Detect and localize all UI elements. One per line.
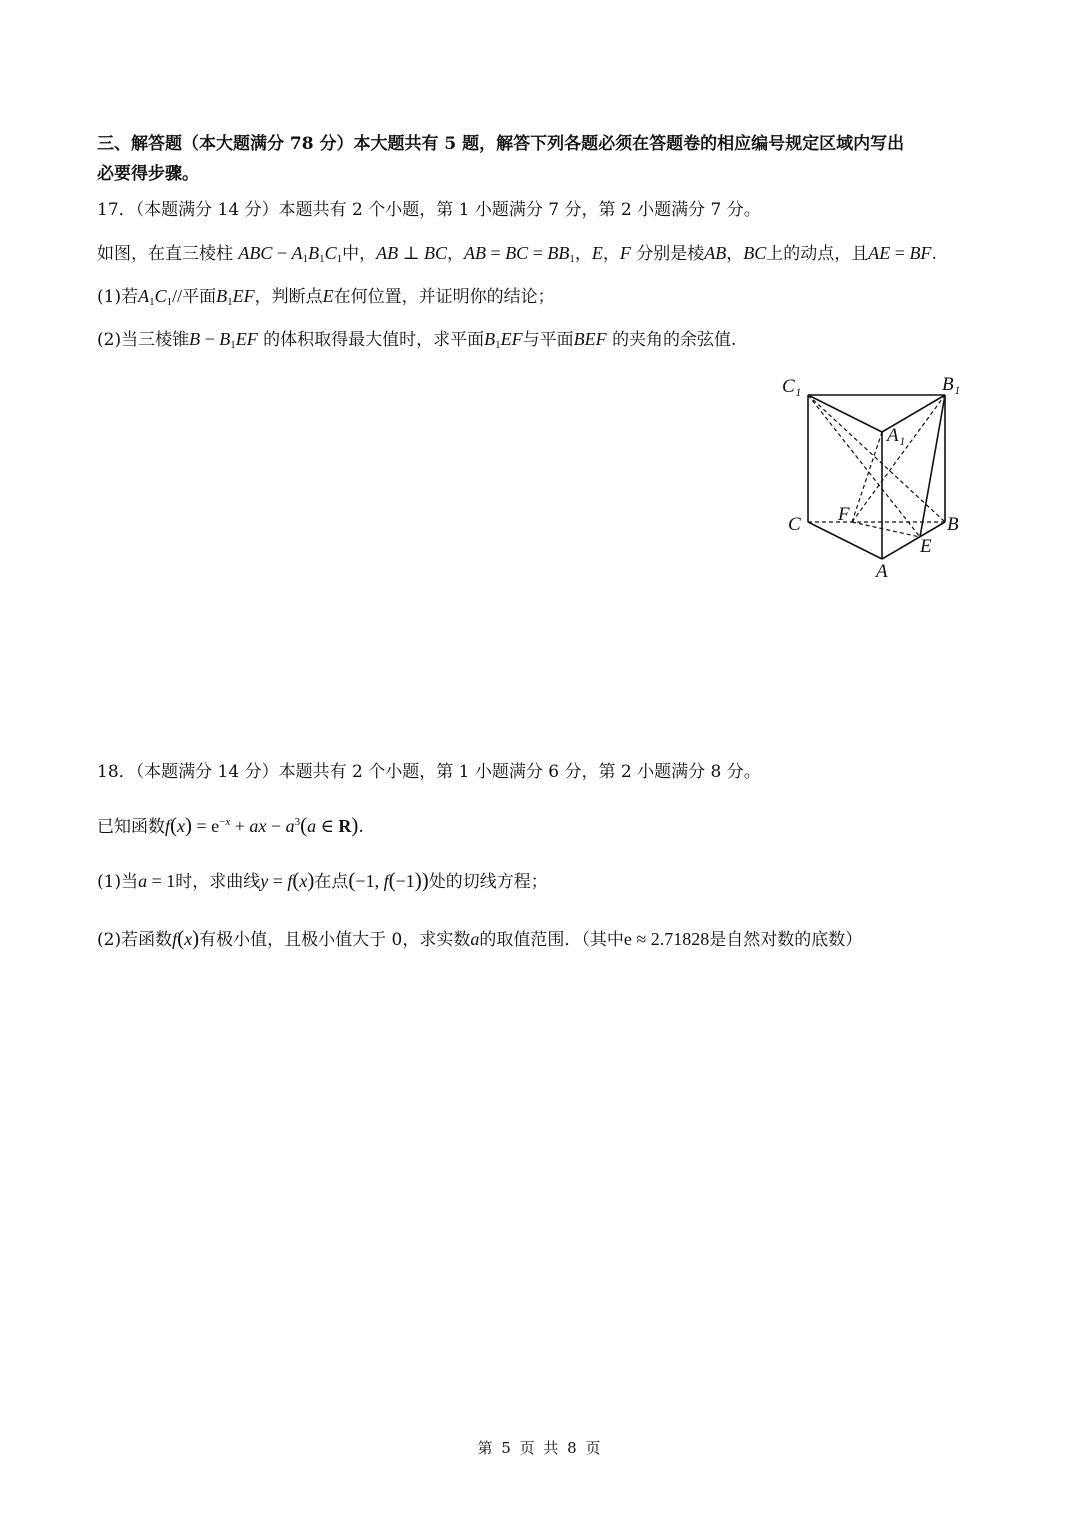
dashed-c1-e: [808, 395, 920, 537]
q17-intro: 如图，在直三棱柱 ABC − $A_1B_1C_1$中，AB ⊥ BC，AB = BC = $BB_1$，E，F 分别是棱AB，BC上的动点，且AE = BF.: [97, 243, 937, 265]
page-footer: 第 5 页 共 8 页: [477, 1439, 603, 1457]
label-f: F: [838, 504, 850, 525]
label-e: E: [920, 536, 932, 557]
q18-header: 18．（本题满分 14 分）本题共有 2 个小题，第 1 小题满分 6 分，第 2 小题满分 8 分。: [97, 762, 761, 782]
section-heading-line2: 必要得步骤。: [97, 164, 199, 184]
q18-part1: (1)当a = 1时，求曲线y = f(x)在点(−1, f(−1))处的切线方程；: [97, 868, 548, 892]
prism-figure: [770, 365, 980, 585]
label-a: A: [876, 561, 888, 582]
label-c: C: [788, 514, 801, 535]
q18-intro: 已知函数$f(x) = e^{-x}$ + ax − $a^3(a$ ∈ R).: [97, 813, 364, 837]
q17-part2: (2)当三棱锥$B - B_1EF$ 的体积取得最大值时，求平面$B_1EF$与平面BEF 的夹角的余弦值.: [97, 329, 737, 351]
dashed-c1-b: [808, 395, 945, 522]
section-heading-line1: 三、解答题（本大题满分 78 分）本大题共有 5 题，解答下列各题必须在答题卷的相应编号规定区域内写出: [97, 134, 905, 154]
edge-c-a: [808, 522, 882, 559]
label-b1: B₁: [942, 374, 961, 395]
q18-part2: (2)若函数f(x)有极小值，且极小值大于 0，求实数a的取值范围．（其中e ≈ 2.71828是自然对数的底数）: [97, 926, 863, 950]
edge-c1-a1: [808, 395, 882, 432]
label-b: B: [947, 514, 959, 535]
label-c1: C₁: [782, 376, 802, 397]
edge-e-b1: [920, 395, 945, 537]
q17-part1: (1)若$A_1C_1//$平面$B_1EF$，判断点E在何位置，并证明你的结论；: [97, 286, 555, 308]
q17-header: 17．（本题满分 14 分）本题共有 2 个小题，第 1 小题满分 7 分，第 2 小题满分 7 分。: [97, 200, 761, 220]
dashed-f-a1: [852, 432, 882, 522]
label-a1: A₁: [887, 425, 906, 446]
dashed-f-b1: [852, 395, 945, 522]
edge-a-b: [882, 522, 945, 559]
